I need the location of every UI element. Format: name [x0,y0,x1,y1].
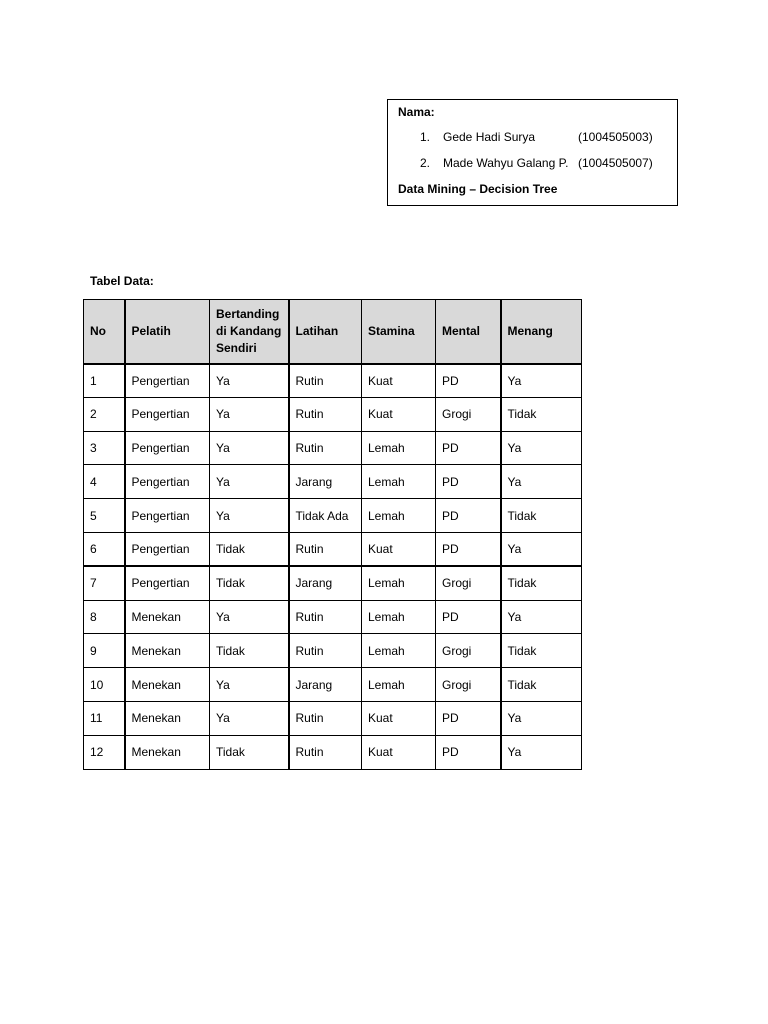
cell-menang: Ya [501,465,582,499]
table-row [84,364,582,398]
cell-latihan: Rutin [289,634,362,668]
cell-stamina: Lemah [362,465,436,499]
table-row [84,566,582,600]
cell-stamina: Lemah [362,566,436,600]
cell-bertanding: Ya [210,465,289,499]
cell-no: 3 [84,431,125,465]
cell-menang: Tidak [501,566,582,600]
names-title: Nama: [398,105,435,119]
cell-no: 10 [84,668,125,702]
header-mental: Mental [436,300,501,364]
cell-pelatih: Menekan [125,735,210,769]
cell-latihan: Rutin [289,701,362,735]
cell-bertanding: Ya [210,600,289,634]
cell-no: 11 [84,701,125,735]
cell-pelatih: Menekan [125,634,210,668]
cell-mental: Grogi [436,566,501,600]
cell-bertanding: Tidak [210,735,289,769]
cell-bertanding: Tidak [210,566,289,600]
cell-pelatih: Pengertian [125,364,210,398]
cell-stamina: Lemah [362,634,436,668]
cell-pelatih: Pengertian [125,397,210,431]
cell-pelatih: Pengertian [125,465,210,499]
cell-mental: PD [436,465,501,499]
cell-no: 2 [84,397,125,431]
cell-stamina: Kuat [362,735,436,769]
header-stamina: Stamina [362,300,436,364]
table-row [84,668,582,702]
cell-no: 8 [84,600,125,634]
cell-menang: Tidak [501,668,582,702]
cell-pelatih: Menekan [125,701,210,735]
cell-latihan: Jarang [289,668,362,702]
table-header-row [84,300,582,364]
cell-mental: Grogi [436,634,501,668]
cell-mental: PD [436,364,501,398]
member-name: Made Wahyu Galang P. [443,156,569,170]
cell-stamina: Lemah [362,600,436,634]
cell-mental: PD [436,600,501,634]
member-number: 1. [420,130,431,144]
cell-mental: Grogi [436,397,501,431]
cell-no: 4 [84,465,125,499]
cell-mental: Grogi [436,668,501,702]
cell-latihan: Rutin [289,532,362,566]
cell-menang: Tidak [501,499,582,533]
cell-no: 1 [84,364,125,398]
table-row [84,397,582,431]
cell-menang: Ya [501,600,582,634]
cell-stamina: Kuat [362,701,436,735]
cell-pelatih: Pengertian [125,499,210,533]
table-row [84,532,582,566]
cell-no: 5 [84,499,125,533]
table-row [84,701,582,735]
cell-latihan: Rutin [289,600,362,634]
table-caption: Tabel Data: [90,274,154,288]
table-row [84,499,582,533]
subject-title: Data Mining – Decision Tree [398,182,558,196]
cell-no: 7 [84,566,125,600]
cell-no: 12 [84,735,125,769]
cell-bertanding: Ya [210,701,289,735]
cell-latihan: Tidak Ada [289,499,362,533]
cell-latihan: Rutin [289,735,362,769]
table-row [84,600,582,634]
cell-latihan: Rutin [289,431,362,465]
cell-menang: Tidak [501,634,582,668]
member-number: 2. [420,156,431,170]
cell-stamina: Lemah [362,668,436,702]
cell-no: 6 [84,532,125,566]
cell-menang: Ya [501,532,582,566]
header-no: No [84,300,125,364]
member-id: (1004505003) [578,130,653,144]
cell-mental: PD [436,735,501,769]
cell-stamina: Kuat [362,397,436,431]
cell-stamina: Lemah [362,499,436,533]
cell-bertanding: Ya [210,668,289,702]
cell-pelatih: Pengertian [125,532,210,566]
cell-latihan: Jarang [289,465,362,499]
cell-latihan: Rutin [289,364,362,398]
data-table [83,299,582,770]
cell-stamina: Kuat [362,364,436,398]
cell-bertanding: Ya [210,499,289,533]
cell-bertanding: Ya [210,364,289,398]
cell-mental: PD [436,499,501,533]
cell-mental: PD [436,532,501,566]
author-info-box [387,99,678,206]
header-pelatih: Pelatih [125,300,210,364]
header-latihan: Latihan [289,300,362,364]
cell-pelatih: Menekan [125,668,210,702]
cell-bertanding: Tidak [210,532,289,566]
cell-stamina: Kuat [362,532,436,566]
header-bertanding: Bertanding di Kandang Sendiri [210,300,289,364]
cell-bertanding: Tidak [210,634,289,668]
table-row [84,431,582,465]
cell-mental: PD [436,431,501,465]
cell-menang: Ya [501,735,582,769]
cell-pelatih: Menekan [125,600,210,634]
cell-menang: Ya [501,701,582,735]
table-row [84,465,582,499]
member-id: (1004505007) [578,156,653,170]
cell-menang: Ya [501,364,582,398]
cell-mental: PD [436,701,501,735]
cell-pelatih: Pengertian [125,566,210,600]
table-row [84,735,582,769]
header-menang: Menang [501,300,582,364]
cell-bertanding: Ya [210,397,289,431]
table-row [84,634,582,668]
cell-latihan: Rutin [289,397,362,431]
cell-menang: Tidak [501,397,582,431]
cell-stamina: Lemah [362,431,436,465]
member-name: Gede Hadi Surya [443,130,536,144]
cell-no: 9 [84,634,125,668]
cell-latihan: Jarang [289,566,362,600]
cell-menang: Ya [501,431,582,465]
cell-pelatih: Pengertian [125,431,210,465]
cell-bertanding: Ya [210,431,289,465]
